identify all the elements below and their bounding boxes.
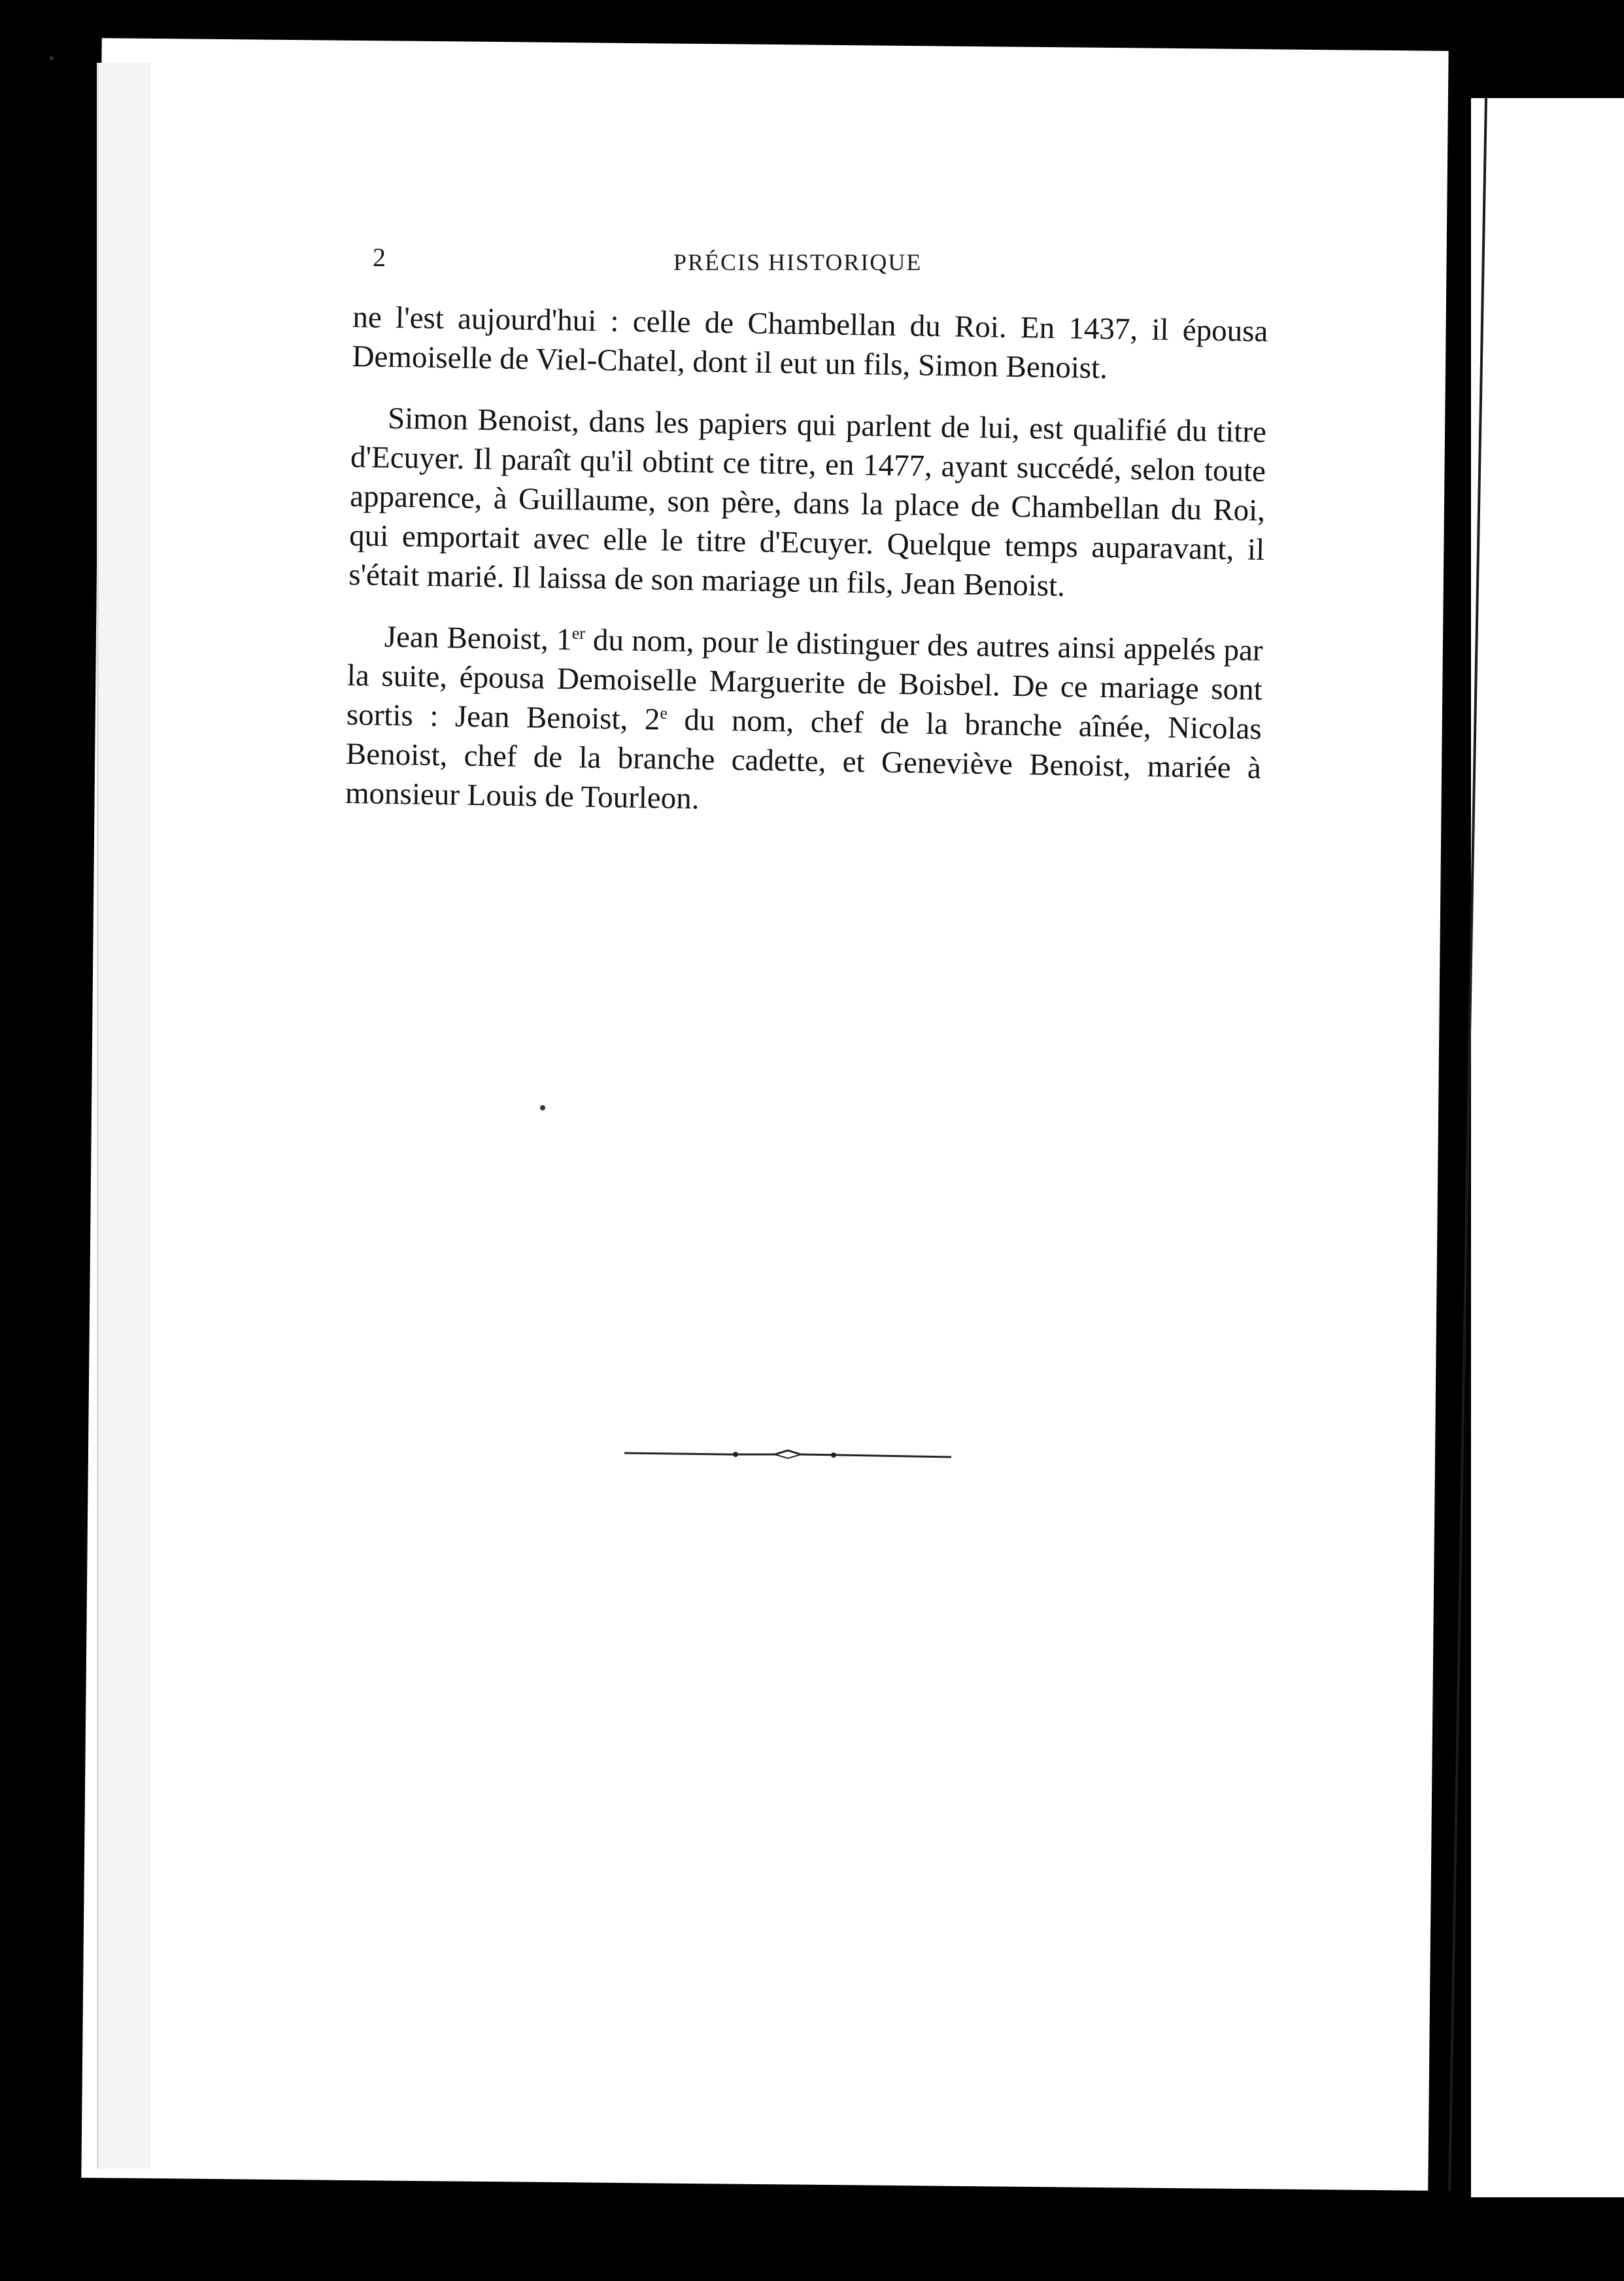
paragraph-3-mid: du nom, pour le distinguer des autres ainsi appelés par la suite, épousa Demoiselle Marguerite de Boisbel. De ce mariage sont sortis : Jean Benoist, 2 (346, 623, 1264, 737)
superscript-er: er (571, 623, 586, 643)
page-header (242, 242, 1288, 288)
body-text (345, 298, 1268, 849)
page-edge-curl (97, 63, 151, 2169)
paragraph-2: Simon Benoist, dans les papiers qui parlent de lui, est qualifié du titre d'Ecuyer. Il paraît qu'il obtint ce titre, en 1477, ayant succédé, selon toute apparence, à Guillaume, son père, dans la place de Chambellan du Roi, qui emportait avec elle le titre d'Ecuyer. Quelque temps auparavant, il s'était marié. Il laissa de son mariage un fils, Jean Benoist. (348, 401, 1267, 604)
ink-speck (540, 1105, 545, 1110)
adjacent-page-strip (1471, 98, 1624, 2197)
paragraph-3-start: Jean Benoist, 1 (384, 619, 573, 657)
paragraph-3 (345, 617, 1264, 827)
running-title: PRÉCIS HISTORIQUE (673, 249, 922, 275)
page-number: 2 (373, 243, 386, 272)
superscript-e: e (660, 703, 668, 723)
paragraph-1: ne l'est aujourd'hui : celle de Chambellan du Roi. En 1437, il épousa Demoiselle de Viel-Chatel, dont il eut un fils, Simon Benoist. (352, 300, 1268, 386)
ink-speck (50, 56, 54, 60)
paragraph-3-end: du nom, chef de la branche aînée, Nicolas Benoist, chef de la branche cadette, et Geneviève Benoist, mariée à monsieur Louis de Tourleon. (345, 702, 1262, 816)
tail-piece-rule-icon (624, 1447, 951, 1462)
